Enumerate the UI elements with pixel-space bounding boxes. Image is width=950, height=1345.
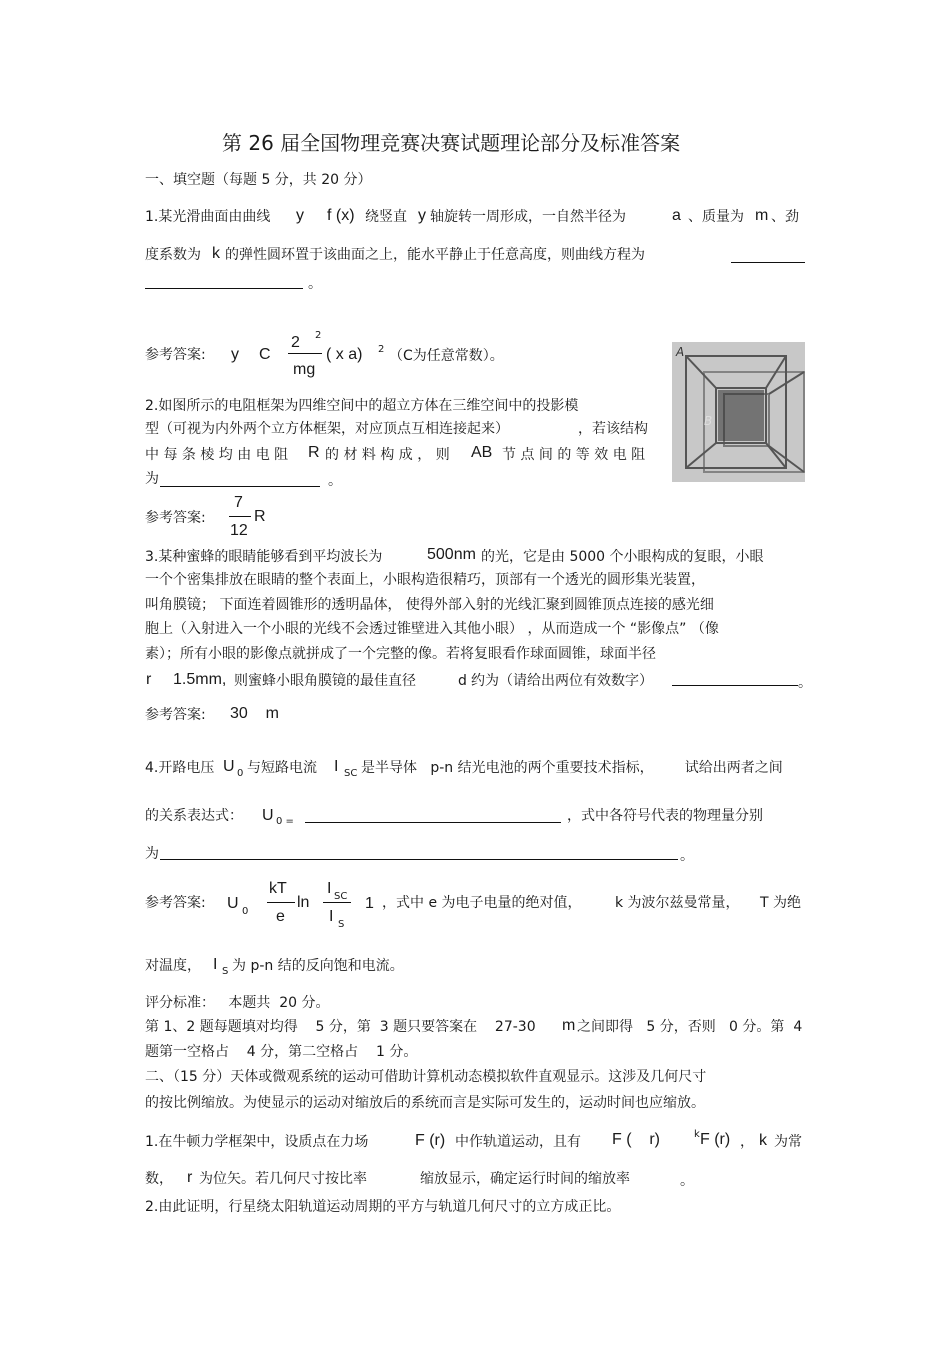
q4-text: 的关系表达式：	[145, 808, 243, 824]
q3-text: 叫角膜镜； 下面连着圆锥形的透明晶体， 使得外部入射的光线汇聚到圆锥顶点连接的感光细	[145, 597, 714, 613]
q4-ans-isc-sub: SC	[334, 891, 348, 902]
section-2-q1-text: 为常	[774, 1134, 802, 1150]
q4-var-i: I	[334, 758, 339, 775]
q1-var-fx: f (x)	[327, 207, 355, 224]
q1-text: 轴旋转一周形成，一自然半径为	[430, 209, 626, 225]
answer-label: 参考答案:	[145, 510, 206, 526]
q4-answer-blank-2	[160, 859, 678, 860]
q2-text: 型（可视为内外两个立方体框架，对应顶点互相连接起来）	[145, 421, 509, 437]
section-2-force-scaled: F ( r)	[612, 1131, 660, 1148]
q1-var-m: m	[755, 207, 769, 224]
q1-var-y: y	[296, 207, 304, 224]
section-2-q1-text: 中作轨道运动，且有	[455, 1134, 581, 1150]
q4-ans-u: U	[227, 895, 239, 912]
answer-label: 参考答案:	[145, 347, 206, 363]
q2-ans-r: R	[254, 508, 266, 525]
q4-sub: SC	[344, 768, 358, 779]
q4-text: ，式中各符号代表的物理量分别	[567, 808, 763, 824]
q2-text: 节 点 间 的 等 效 电 阻	[502, 447, 646, 463]
grading-text: 之间即得 5 分，否则 0 分。第 4	[577, 1019, 803, 1035]
q3-text: 。	[798, 675, 812, 691]
q1-ans-fraction-bar	[288, 353, 322, 354]
q4-text: 对温度，	[145, 958, 201, 974]
q2-var-r: R	[308, 444, 320, 461]
q1-var-k: k	[212, 245, 220, 262]
q1-text: 、劲	[771, 209, 799, 225]
q1-ans-denominator: mg	[293, 361, 316, 378]
q3-answer: 30 m	[230, 705, 279, 722]
section-2-q2-text: 2.由此证明，行星绕太阳轨道运动周期的平方与轨道几何尺寸的立方成正比。	[145, 1199, 621, 1215]
q2-text: 的 材 料 构 成 ， 则	[325, 447, 450, 463]
q4-text: 与短路电流	[247, 760, 317, 776]
q4-ans-is-sub: S	[338, 919, 345, 930]
q4-ans-ln: ln	[297, 894, 310, 911]
q1-ans-y: y	[231, 346, 239, 363]
q2-text: 为	[145, 471, 159, 487]
q1-text: 、质量为	[688, 209, 744, 225]
q1-text: 度系数为	[145, 247, 201, 263]
section-1-header: 一、填空题（每题 5 分，共 20 分）	[145, 172, 372, 188]
grading-text: 第 1、2 题每题填对均得 5 分，第 3 题只要答案在 27-30	[145, 1019, 536, 1035]
q1-ans-square: 2	[378, 344, 385, 355]
q3-wavelength: 500nm	[427, 546, 476, 563]
q1-ans-numerator: 2	[291, 334, 300, 351]
q4-ans-kt: kT	[269, 880, 287, 897]
q3-text: 的光，它是由 5000 个小眼构成的复眼，小眼	[481, 549, 764, 565]
q3-var-r: r	[146, 671, 152, 688]
q4-ans-note: k 为波尔兹曼常量，	[615, 895, 740, 911]
section-2-q1-text: 为位矢。若几何尺寸按比率	[199, 1171, 367, 1187]
q1-answer-blank	[145, 288, 303, 289]
figure-label-b: B	[704, 414, 713, 428]
q4-ans-one: 1	[365, 895, 374, 912]
section-2-q1-text: 1.在牛顿力学框架中，设质点在力场	[145, 1134, 369, 1150]
section-2-force: F (r)	[700, 1131, 731, 1148]
q3-var-d: d	[458, 673, 467, 689]
section-2-q1-text: 数，	[145, 1171, 173, 1187]
q4-sub: S	[222, 966, 229, 977]
q2-ans-denominator: 12	[230, 522, 248, 539]
section-2-var-k: k	[759, 1132, 767, 1149]
q1-answer-blank	[731, 262, 805, 263]
q2-var-ab: AB	[471, 444, 493, 461]
answer-label: 参考答案:	[145, 895, 206, 911]
q1-var-a: a	[672, 207, 681, 224]
q4-ans-fraction-bar	[323, 902, 351, 903]
answer-label: 参考答案:	[145, 707, 206, 723]
q4-ans-sub: 0	[242, 906, 249, 917]
q4-text: 为 p-n 结的反向饱和电流。	[232, 958, 404, 974]
q4-var-u: U	[223, 758, 235, 775]
q4-text: 。	[680, 848, 694, 864]
section-2-q1-text: 缩放显示，确定运行时间的缩放率	[420, 1171, 630, 1187]
q3-radius-value: 1.5mm,	[173, 671, 227, 688]
q1-text: 1.某光滑曲面由曲线	[145, 209, 271, 225]
q4-answer-blank-1	[305, 822, 561, 823]
q1-ans-note: （C为任意常数）。	[389, 348, 504, 364]
q2-text: 。	[328, 473, 342, 489]
q3-text: 素）；所有小眼的影像点就拼成了一个完整的像。若将复眼看作球面圆锥，球面半径	[145, 646, 656, 662]
figure-label-a: A	[676, 345, 685, 359]
q1-ans-xa: ( x a)	[326, 346, 363, 363]
section-2-q1-text: ，	[740, 1134, 754, 1150]
q2-ans-numerator: 7	[234, 494, 243, 511]
q4-text: 4.开路电压	[145, 760, 215, 776]
q2-text: ，若该结构	[578, 421, 648, 437]
section-2-text: 二、（15 分）天体或微观系统的运动可借助计算机动态模拟软件直观显示。这涉及几何尺寸	[145, 1069, 707, 1085]
hypercube-resistor-figure	[672, 342, 805, 482]
q2-answer-blank	[160, 486, 320, 487]
section-2-q1-text: 。	[680, 1173, 694, 1189]
q2-text: 2.如图所示的电阻框架为四维空间中的超立方体在三维空间中的投影模	[145, 398, 579, 414]
q1-ans-sup: 2	[315, 330, 322, 341]
q4-ans-note: ，式中 e 为电子电量的绝对值，	[382, 895, 582, 911]
q4-ans-is: I	[329, 908, 334, 925]
q4-text: 为	[145, 846, 159, 862]
section-2-text: 的按比例缩放。为使显示的运动对缩放后的系统而言是实际可发生的，运动时间也应缩放。	[145, 1095, 705, 1111]
q4-sub: 0	[237, 768, 244, 779]
grading-text: 评分标准： 本题共 20 分。	[145, 995, 330, 1011]
section-2-force: F (r)	[415, 1132, 446, 1149]
q4-text: 是半导体 p-n 结光电池的两个重要技术指标， 试给出两者之间	[361, 760, 783, 776]
q1-text: 的弹性圆环置于该曲面之上，能水平静止于任意高度，则曲线方程为	[225, 247, 645, 263]
q4-ans-fraction-bar	[267, 902, 295, 903]
q3-text: 一个个密集排放在眼睛的整个表面上，小眼构造很精巧，顶部有一个透光的圆形集光装置，	[145, 572, 705, 588]
q4-var-u: U	[262, 807, 274, 824]
q4-ans-note: T 为绝	[760, 895, 802, 911]
q4-var-is: I	[213, 956, 218, 973]
q3-text: 3.某种蜜蜂的眼睛能够看到平均波长为	[145, 549, 383, 565]
q3-text: 则蜜蜂小眼角膜镜的最佳直径	[234, 673, 416, 689]
q2-ans-fraction-bar	[229, 516, 251, 517]
page-title: 第 26 届全国物理竞赛决赛试题理论部分及标准答案	[222, 131, 681, 155]
q1-text: 。	[308, 276, 322, 292]
q2-text: 中 每 条 棱 均 由 电 阻	[145, 447, 289, 463]
section-2-var-r: r	[187, 1169, 193, 1186]
q3-text: 胞上（入射进入一个小眼的光线不会透过锥壁进入其他小眼） ，从而造成一个 “影像点” （像	[145, 621, 719, 637]
q4-ans-isc: I	[327, 880, 332, 897]
grading-unit-m: m	[562, 1017, 576, 1034]
section-2-sup-k: k	[694, 1129, 700, 1140]
q3-text: 约为（请给出两位有效数字）	[471, 673, 653, 689]
q1-text: 绕竖直	[365, 209, 407, 225]
q4-ans-e: e	[276, 908, 285, 925]
q1-ans-c: C	[259, 346, 271, 363]
grading-text: 题第一空格占 4 分，第二空格占 1 分。	[145, 1044, 418, 1060]
q3-answer-blank	[672, 685, 798, 686]
q4-sub: 0 =	[276, 816, 294, 827]
q1-var-axis: y	[418, 207, 426, 224]
